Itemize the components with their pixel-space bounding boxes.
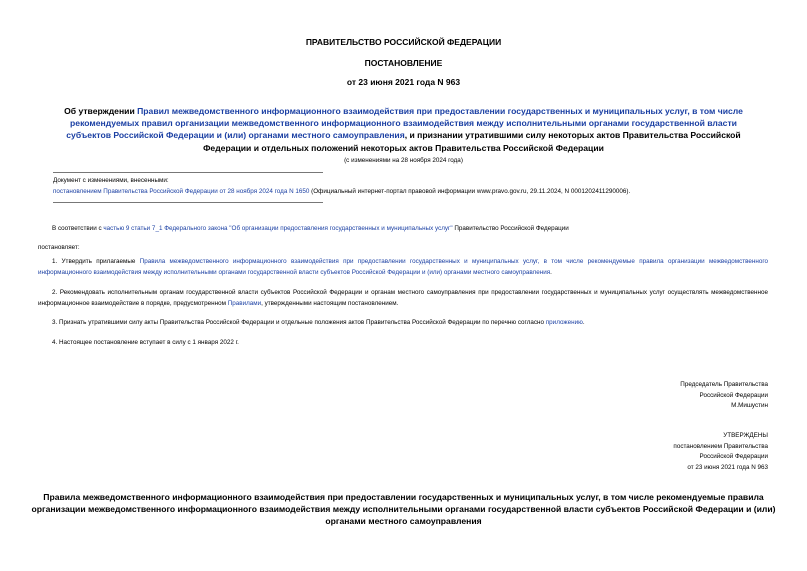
item-3-prefix: 3. Признать утратившими силу акты Правительства Российской Федерации и отдельные положения актов Правительства Российской Федерации по перечню согласно [52,319,546,326]
item-1 [38,257,768,278]
amendment-note: (с изменениями на 28 ноября 2024 года) [344,157,463,164]
preamble-paragraph [38,224,768,235]
approval-by: постановлением Правительства [673,442,768,450]
approval-country: Российской Федерации [699,453,768,460]
preamble-suffix: Правительство Российской Федерации [452,225,569,232]
approval-date: от 23 июня 2021 года N 963 [687,463,768,471]
document-date-number: от 23 июня 2021 года N 963 [346,77,461,87]
signature-name: М.Мишустин [731,402,768,409]
title-rules-link[interactable]: Правил межведомственного информационного взаимодействия при предоставлении государственных и муниципальных услуг, в том числе рекомендуемых правил организации межведомственного информационного взаимодействия между исполнительными органами государственной власти субъектов Российской Федерации и (или) органами местного самоуправления [66,106,743,141]
changes-label: Документ с изменениями, внесенными: [53,177,169,184]
rules-link[interactable]: Правила межведомственного информационного взаимодействия при предоставлении государственных и муниципальных услуг, в том числе рекомендуемые правила организации межведомственного информационного взаимодействия между исполнительными органами государственной власти субъектов Российской Федерации и (или) органами местного самоуправления [38,258,768,276]
approval-block [673,431,768,473]
appendix-link[interactable]: приложению [545,319,583,326]
divider-top [53,172,323,173]
amending-resolution-link[interactable]: постановлением Правительства Российской Федерации от 28 ноября 2024 года N 1650 [53,188,310,195]
title-suffix: , и признании утратившими силу некоторых актов Правительства Российской Федерации и отдельных положений некоторых актов Правительства Российской Федерации [203,130,741,153]
publication-info: (Официальный интернет-портал правовой информации www.pravo.gov.ru, 29.11.2024, N 0001202411290006). [309,188,631,195]
government-heading: ПРАВИТЕЛЬСТВО РОССИЙСКОЙ ФЕДЕРАЦИИ [305,37,502,47]
document-changes-info [53,175,773,197]
preamble-prefix: В соответствии с [52,225,104,232]
document-title [50,105,757,154]
item-1-prefix: 1. Утвердить прилагаемые [52,258,140,265]
federal-law-link[interactable]: частью 9 статьи 7_1 Федерального закона "Об организации предоставления государственных и муниципальных услуг" [103,225,453,232]
rules-title: Правила межведомственного информационного взаимодействия при предоставлении государственных и муниципальных услуг, в том числе рекомендуемые правила организации межведомственного информационного взаимодействия между исполнительными органами государственной власти субъектов Российской Федерации и (или) органами местного самоуправления [31,492,776,526]
item-3-suffix: . [582,319,585,326]
item-4: 4. Настоящее постановление вступает в силу с 1 января 2022 г. [52,339,239,346]
approval-title: УТВЕРЖДЕНЫ [723,432,768,439]
signature-block [680,380,768,412]
rules-short-link[interactable]: Правилами [227,299,262,307]
signature-position: Председатель Правительства [680,381,768,388]
resolves-text: постановляет: [38,244,80,251]
item-2-prefix: 2. Рекомендовать исполнительным органам государственной власти субъектов Российской Федерации и органам местного самоуправления при предоставлении государственных и муниципальных услуг осуществлять межведомственное информационное взаимодействие в порядке, предусмотренном [38,289,768,307]
signature-country: Российской Федерации [699,391,768,399]
document-type-heading: ПОСТАНОВЛЕНИЕ [364,58,443,68]
item-2-suffix: , утвержденными настоящим постановлением. [261,299,399,307]
item-1-suffix: . [550,268,552,276]
title-prefix: Об утверждении [64,106,138,116]
item-2 [38,288,768,309]
divider-bottom [53,202,323,203]
item-3 [38,318,768,329]
